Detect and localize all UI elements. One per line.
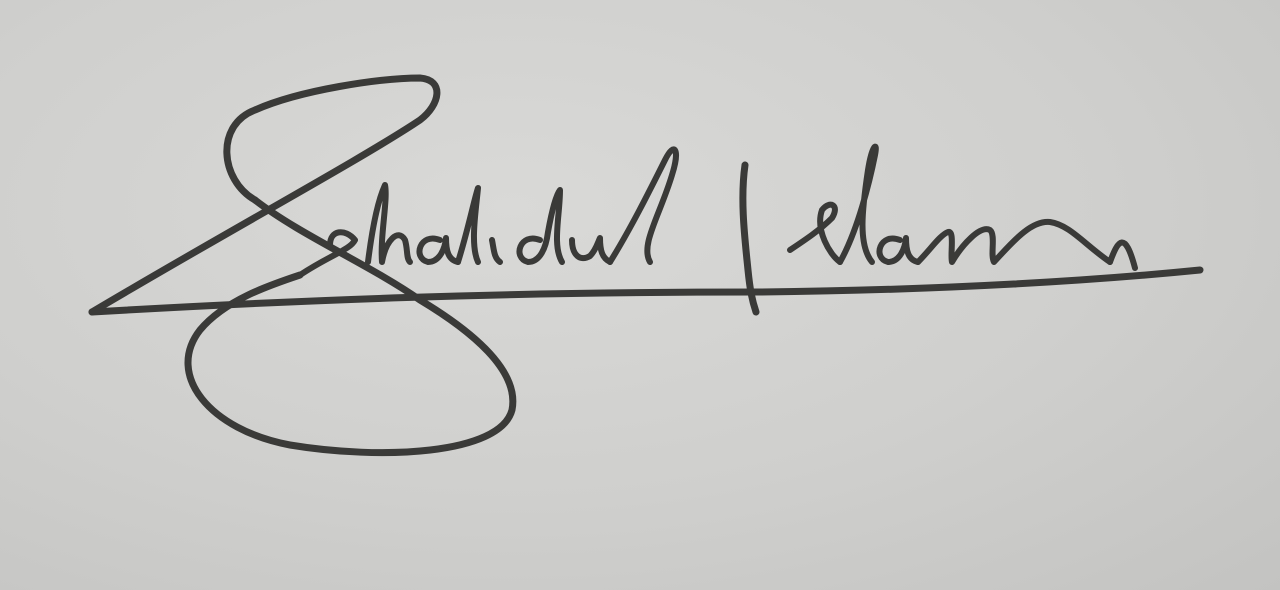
signature-stroke-m	[918, 222, 1110, 262]
signature-stroke-h	[368, 185, 410, 262]
signature-stroke-i1	[492, 240, 500, 262]
signature-strokes	[92, 78, 1200, 453]
signature-stroke-u	[572, 238, 610, 262]
signature-stroke-l3	[840, 147, 876, 262]
signature-stroke-l1	[458, 188, 478, 262]
signature-stroke-d	[519, 190, 562, 262]
signature-stroke-a1	[419, 238, 458, 262]
signature-stroke-l2	[610, 149, 676, 262]
signature-stroke-a2	[879, 238, 918, 262]
signature-stroke-m-tail	[1110, 242, 1135, 268]
signature-stroke-s2	[790, 205, 840, 262]
